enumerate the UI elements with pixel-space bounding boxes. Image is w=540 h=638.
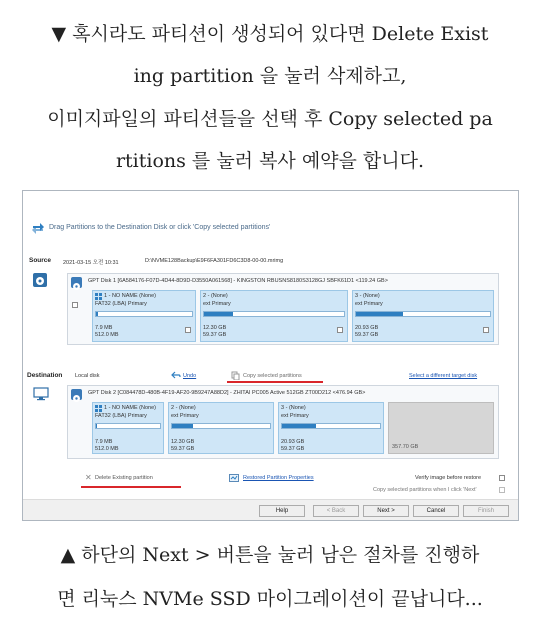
unallocated-space[interactable] <box>388 402 494 454</box>
highlight-underline-copy <box>227 381 323 383</box>
partition-usage-bar <box>95 423 161 429</box>
monitor-icon <box>33 387 49 401</box>
partition-used: 12.30 GB <box>171 439 195 445</box>
partition-size: 512.0 MB <box>95 446 119 452</box>
properties-icon <box>229 474 239 482</box>
partition-name: 3 - (None) <box>355 293 380 299</box>
wizard-header: Drag Partitions to the Destination Disk or click 'Copy selected partitions' <box>49 224 271 231</box>
select-different-target-link[interactable]: Select a different target disk <box>409 373 478 379</box>
unallocated-size: 357.70 GB <box>392 444 419 450</box>
delete-x-icon: ✕ <box>85 473 92 482</box>
partition-used: 20.93 GB <box>355 325 379 331</box>
partition-size: 59.37 GB <box>203 332 227 338</box>
partition-checkbox[interactable] <box>483 327 489 333</box>
restored-partition-properties-link[interactable]: Restored Partition Properties <box>243 475 314 481</box>
source-disk-icon <box>71 277 82 288</box>
finish-button[interactable]: Finish <box>463 505 509 517</box>
partition-name: 2 - (None) <box>203 293 228 299</box>
destination-disk-title: GPT Disk 2 [C084478D-480B-4F19-AF20-9B9247A88D2] - ZHITAI PC005 Active 512GB ZT00D212 <476.94 GB> <box>88 390 366 396</box>
partition-usage-bar <box>171 423 271 429</box>
partition-usage-bar <box>95 311 193 317</box>
dest-partition-2[interactable] <box>168 402 274 454</box>
partition-size: 59.37 GB <box>281 446 305 452</box>
partition-type: FAT32 (LBA) Primary <box>95 413 147 419</box>
partition-name: 1 - NO NAME (None) <box>104 293 156 299</box>
partition-usage-bar <box>355 311 491 317</box>
copy-on-next-label: Copy selected partitions when I click 'Next' <box>373 487 477 493</box>
partition-used: 7.9 MB <box>95 439 113 445</box>
source-partition-2[interactable] <box>200 290 348 342</box>
partition-type: ext Primary <box>281 413 309 419</box>
caption-line-6: 면 리눅스 NVMe SSD 마이그레이션이 끝납니다... <box>57 588 483 610</box>
destination-disk <box>67 385 499 459</box>
undo-icon[interactable] <box>171 371 181 379</box>
back-button[interactable]: < Back <box>313 505 359 517</box>
destination-disk-icon <box>71 389 82 400</box>
copy-icon <box>231 371 240 380</box>
partition-size: 59.37 GB <box>355 332 379 338</box>
drag-arrows-icon <box>31 221 45 235</box>
partition-size: 59.37 GB <box>171 446 195 452</box>
highlight-underline-delete <box>81 486 181 488</box>
undo-link[interactable]: Undo <box>183 373 197 379</box>
source-partition-1[interactable] <box>92 290 196 342</box>
partition-used: 12.30 GB <box>203 325 227 331</box>
partition-type: ext Primary <box>171 413 199 419</box>
windows-icon <box>95 293 102 300</box>
source-date: 2021-03-15 오전 10:31 <box>63 260 119 266</box>
destination-label: Destination <box>27 372 63 379</box>
partition-used: 7.9 MB <box>95 325 113 331</box>
caption-line-3: 이미지파일의 파티션들을 선택 후 Copy selected pa <box>47 108 493 130</box>
partition-name: 1 - NO NAME (None) <box>104 405 156 411</box>
partition-used: 20.93 GB <box>281 439 305 445</box>
caption-line-1: ▼ 혹시라도 파티션이 생성되어 있다면 Delete Exist <box>51 23 489 45</box>
source-label: Source <box>29 257 52 264</box>
source-disk-title: GPT Disk 1 [6A584176-F07D-4D44-8D9D-D3550A061568] - KINGSTON RBUSNS8180S3128GJ SBFK61D1 <119.24 GB> <box>88 278 388 284</box>
caption-line-5: ▲ 하단의 Next > 버튼을 눌러 남은 절차를 진행하 <box>60 544 480 566</box>
partition-type: ext Primary <box>355 301 383 307</box>
help-button[interactable]: Help <box>259 505 305 517</box>
caption-line-4: rtitions 를 눌러 복사 예약을 합니다. <box>115 150 425 172</box>
dest-partition-3[interactable] <box>278 402 384 454</box>
partition-usage-bar <box>203 311 345 317</box>
windows-icon <box>95 405 102 412</box>
partition-type: FAT32 (LBA) Primary <box>95 301 147 307</box>
verify-image-checkbox[interactable] <box>499 475 505 481</box>
partition-type: ext Primary <box>203 301 231 307</box>
verify-image-label: Verify image before restore <box>415 475 482 481</box>
source-disk-checkbox[interactable] <box>72 302 78 308</box>
next-button[interactable]: Next > <box>363 505 409 517</box>
partition-checkbox[interactable] <box>337 327 343 333</box>
partition-name: 2 - (None) <box>171 405 196 411</box>
partition-name: 3 - (None) <box>281 405 306 411</box>
source-partition-3[interactable] <box>352 290 494 342</box>
partition-size: 512.0 MB <box>95 332 119 338</box>
restore-wizard-screenshot <box>22 190 519 521</box>
destination-local: Local disk <box>75 373 100 379</box>
delete-existing-partition-link[interactable]: Delete Existing partition <box>95 475 153 481</box>
partition-checkbox[interactable] <box>185 327 191 333</box>
dest-partition-1[interactable] <box>92 402 164 454</box>
source-path: D:\NVME128Backup\E9F6FA301FD6C3D8-00-00.mrimg <box>145 258 284 264</box>
cancel-button[interactable]: Cancel <box>413 505 459 517</box>
caption-line-2: ing partition 을 눌러 삭제하고, <box>133 65 407 87</box>
partition-usage-bar <box>281 423 381 429</box>
copy-on-next-checkbox[interactable] <box>499 487 505 493</box>
source-disk <box>67 273 499 345</box>
source-image-icon <box>33 273 47 287</box>
copy-selected-partitions-link[interactable]: Copy selected partitions <box>243 373 302 379</box>
